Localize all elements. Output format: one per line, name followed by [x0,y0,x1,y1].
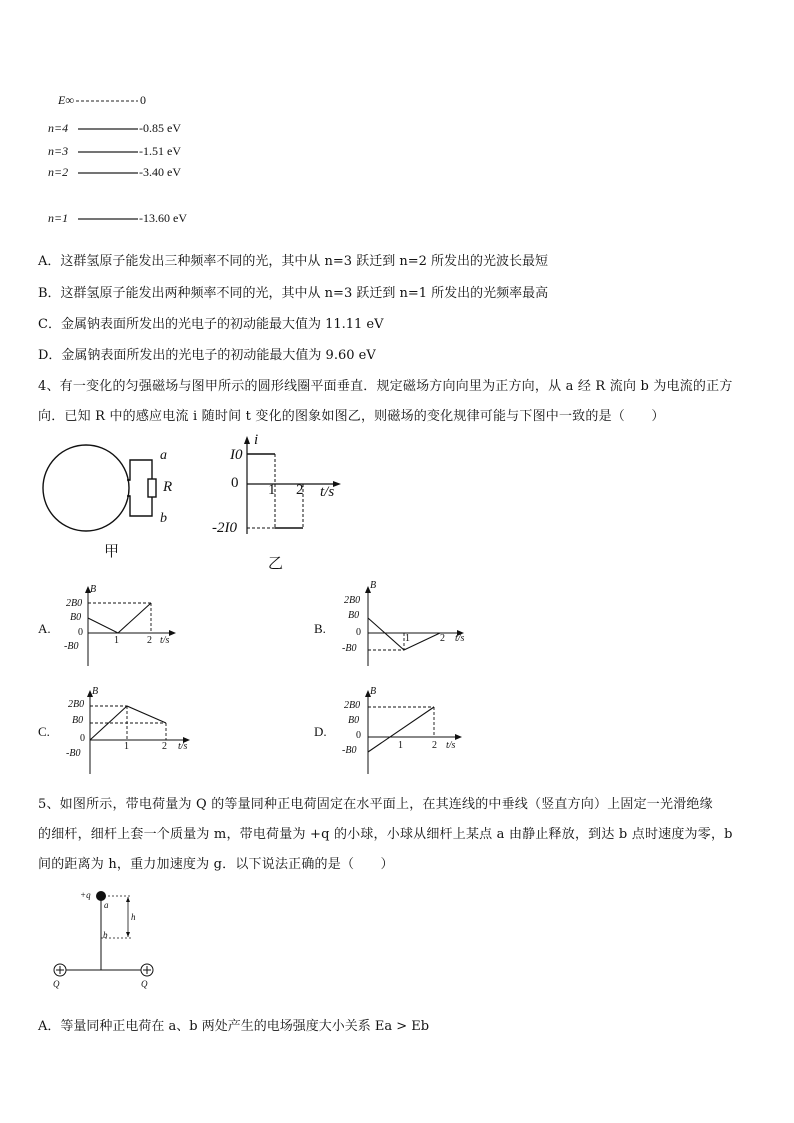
graph-a-zero: 0 [78,627,83,638]
einf-label: E∞ [58,93,74,107]
graph-a-one: 1 [114,635,119,646]
fig-jia-caption: 甲 [104,544,120,560]
graph-c-zero: 0 [80,733,85,744]
fig-jia-R: R [163,479,173,495]
level-n4: n=4 [48,121,69,135]
fig-jia-b: b [160,511,167,526]
q5-fig-Q-right: Q [141,979,148,989]
graph-d-B0: B0 [348,715,360,726]
graph-d-t: t/s [446,740,456,751]
level-n2-value: -3.40 eV [139,165,181,179]
level-n4-value: -0.85 eV [139,121,181,135]
graph-c-two: 2 [162,741,167,752]
graph-d-option: D. [314,724,327,739]
graph-b-B0: B0 [348,610,360,621]
graph-c-2B0: 2B0 [68,699,85,710]
level-n2: n=2 [48,165,69,179]
q4-line2: 向．已知 R 中的感应电流 i 随时间 t 变化的图象如图乙，则磁场的变化规律可能与下图中一致的是（ ） [38,409,665,424]
q5-line1: 5、如图所示，带电荷量为 Q 的等量同种正电荷固定在水平面上，在其连线的中垂线（竖直方向）上固定一光滑绝缘 [38,797,713,812]
graph-a-B: B [90,584,97,595]
q5-fig-h: h [131,912,136,922]
graph-d-one: 1 [398,740,403,751]
q3-option-a: A．这群氢原子能发出三种频率不同的光，其中从 n=3 跃迁到 n=2 所发出的光波长最短 [38,254,548,269]
einf-value: 0 [140,93,146,107]
graph-a-2B0: 2B0 [66,598,83,609]
q5-fig-a: a [104,900,109,910]
graph-c-B0: B0 [72,715,84,726]
graph-d-2B0: 2B0 [344,700,361,711]
q5-option-a: A．等量同种正电荷在 a、b 两处产生的电场强度大小关系 Ea > Eb [38,1019,430,1034]
graph-b-zero: 0 [356,627,361,638]
graph-a-option: A. [38,621,51,636]
fig-yi-caption: 乙 [268,556,284,572]
graph-a-negB0: -B0 [64,641,79,652]
q3-option-c: C．金属钠表面所发出的光电子的初动能最大值为 11.11 eV [38,317,384,332]
fig-yi-zero: 0 [231,475,239,491]
fig-jia-a: a [160,448,167,463]
graph-b-t: t/s [455,633,465,644]
graph-b-B: B [370,580,377,591]
graph-c-negB0: -B0 [66,748,81,759]
figure-yi [225,434,355,548]
level-n3: n=3 [48,144,69,158]
level-n3-value: -1.51 eV [139,144,181,158]
q3-option-b: B．这群氢原子能发出两种频率不同的光，其中从 n=3 跃迁到 n=1 所发出的光频率最高 [38,286,549,301]
graph-a-B0: B0 [70,612,82,623]
q5-fig-b: b [103,930,108,940]
level-n1-value: -13.60 eV [139,211,187,225]
fig-yi-t-axis: t/s [320,484,335,500]
q5-fig-Q-left: Q [53,979,60,989]
graph-b-negB0: -B0 [342,643,357,654]
graph-b-one: 1 [405,633,410,644]
graph-a-t: t/s [160,635,170,646]
q4-line1: 4、有一变化的匀强磁场与图甲所示的圆形线圈平面垂直．规定磁场方向向里为正方向，从 a 经 R 流向 b 为电流的正方 [38,379,733,394]
graph-b-two: 2 [440,633,445,644]
graph-d-zero: 0 [356,730,361,741]
graph-d-negB0: -B0 [342,745,357,756]
graph-c-option: C. [38,724,50,739]
graph-c-t: t/s [178,741,188,752]
graph-c-B: B [92,686,99,697]
q3-option-d: D．金属钠表面所发出的光电子的初动能最大值为 9.60 eV [38,348,376,363]
graph-b-2B0: 2B0 [344,595,361,606]
fig-yi-i: i [254,432,259,448]
q5-fig-plus-q: +q [80,890,91,900]
q5-line3: 间的距离为 h，重力加速度为 g．以下说法正确的是（ ） [38,857,394,872]
graph-c-one: 1 [124,741,129,752]
q5-line2: 的细杆，细杆上套一个质量为 m，带电荷量为 +q 的小球，小球从细杆上某点 a 由静止释放，到达 b 点时速度为零，b [38,827,733,842]
graph-d-B: B [370,686,377,697]
level-n1: n=1 [48,211,69,225]
graph-b-option: B. [314,621,326,636]
fig-yi-t1: 1 [268,482,276,498]
fig-yi-neg2I0: -2I0 [212,520,237,536]
graph-a-two: 2 [147,635,152,646]
graph-d-two: 2 [432,740,437,751]
fig-yi-I0: I0 [230,447,243,463]
fig-yi-t2: 2 [296,482,304,498]
